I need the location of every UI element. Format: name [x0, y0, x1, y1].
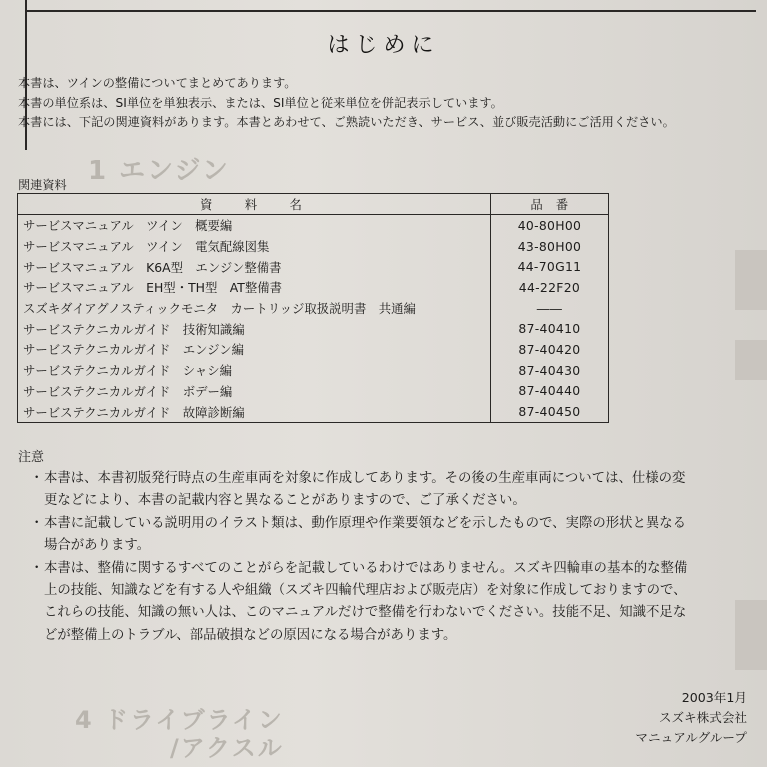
column-header-doc-name: 資 料 名	[18, 194, 491, 215]
intro-line: 本書は、ツインの整備についてまとめてあります。	[18, 76, 297, 90]
note-line: 本書は、本書初版発行時点の生産車両を対象に作成してあります。その後の生産車両については、仕様の変	[44, 471, 686, 486]
doc-name-cell: サービスマニュアル ツイン 概要編	[18, 215, 491, 236]
show-through-band	[735, 250, 767, 310]
part-number-cell: 87-40440	[518, 383, 581, 399]
bullet: ・	[30, 515, 44, 531]
note-item	[30, 558, 755, 648]
table-row	[18, 256, 609, 277]
notes-list	[30, 468, 755, 647]
doc-name-cell: サービスマニュアル EH型・TH型 AT整備書	[18, 277, 491, 298]
part-number-cell: 87-40420	[518, 341, 581, 357]
department-name: マニュアルグループ	[635, 730, 747, 745]
company-name: スズキ株式会社	[658, 710, 747, 725]
page-title: はじめに	[327, 33, 440, 58]
part-number-cell: 40-80H00	[517, 217, 582, 233]
table-row	[18, 339, 609, 360]
intro-line: 本書には、下記の関連資料があります。本書とあわせて、ご熟読いただき、サービス、並び販売活動にご活用ください。	[18, 115, 675, 129]
doc-name-cell: サービステクニカルガイド ボデー編	[18, 381, 491, 402]
note-item	[30, 513, 755, 558]
table-row	[18, 318, 609, 339]
intro-paragraph	[18, 74, 758, 133]
note-line: 本書に記載している説明用のイラスト類は、動作原理や作業要領などを示したもので、実際の形状と異なる	[44, 515, 687, 531]
publish-date: 2003年1月	[681, 690, 747, 705]
doc-name-cell: サービステクニカルガイド シャシ編	[18, 360, 491, 381]
table-header-row	[18, 194, 609, 215]
part-number-cell: 87-40450	[518, 404, 581, 420]
table-row	[18, 401, 609, 422]
doc-name-cell: サービスマニュアル ツイン 電気配線図集	[18, 236, 491, 257]
table-row	[18, 236, 609, 257]
part-number-cell: 87-40410	[518, 321, 581, 337]
bullet: ・	[30, 560, 44, 576]
doc-name-cell: サービステクニカルガイド 技術知識編	[18, 318, 491, 339]
signature-block	[635, 688, 747, 748]
note-line: 更などにより、本書の記載内容と異なることがありますので、ご了承ください。	[44, 493, 526, 509]
top-rule	[26, 0, 756, 12]
show-through-text: 1 エンジン	[88, 156, 230, 186]
note-item	[30, 468, 755, 513]
related-docs-heading: 関連資料	[18, 178, 67, 192]
part-number-cell: 44-22F20	[518, 279, 581, 295]
table-row	[18, 381, 609, 402]
doc-name-cell: サービスマニュアル K6A型 エンジン整備書	[18, 256, 491, 277]
show-through-band	[735, 340, 767, 380]
show-through-text: /アクスル	[170, 734, 284, 762]
part-number-cell: 43-80H00	[517, 238, 582, 254]
doc-name-cell: サービステクニカルガイド 故障診断編	[18, 401, 491, 422]
doc-name-cell: スズキダイアグノスティックモニタ カートリッジ取扱説明書 共通編	[18, 298, 491, 319]
table-row	[18, 298, 609, 319]
note-line: どが整備上のトラブル、部品破損などの原因になる場合があります。	[44, 627, 457, 643]
column-header-part-number: 品 番	[490, 194, 608, 215]
table-row	[18, 277, 609, 298]
intro-line: 本書の単位系は、SI単位を単独表示、または、SI単位と従来単位を併記表示しています。	[18, 95, 503, 110]
show-through-text: 4 ドライブライン	[75, 706, 284, 734]
part-number-cell: 44-70G11	[517, 259, 582, 275]
note-line: 場合があります。	[44, 538, 151, 554]
doc-name-cell: サービステクニカルガイド エンジン編	[18, 339, 491, 360]
table-row	[18, 215, 609, 236]
related-docs-table	[17, 193, 609, 423]
part-number-cell: ――	[536, 300, 563, 316]
note-line: 本書は、整備に関するすべてのことがらを記載しているわけではありません。スズキ四輪車の基本的な整備	[44, 560, 688, 576]
table-row	[18, 360, 609, 381]
notes-heading: 注意	[18, 450, 45, 465]
note-line: 上の技能、知識などを有する人や組織（スズキ四輪代理店および販売店）を対象に作成しておりますので、	[44, 583, 687, 599]
bullet: ・	[30, 471, 44, 486]
note-line: これらの技能、知識の無い人は、このマニュアルだけで整備を行わないでください。技能不足、知識不足な	[44, 605, 687, 621]
part-number-cell: 87-40430	[518, 362, 581, 378]
